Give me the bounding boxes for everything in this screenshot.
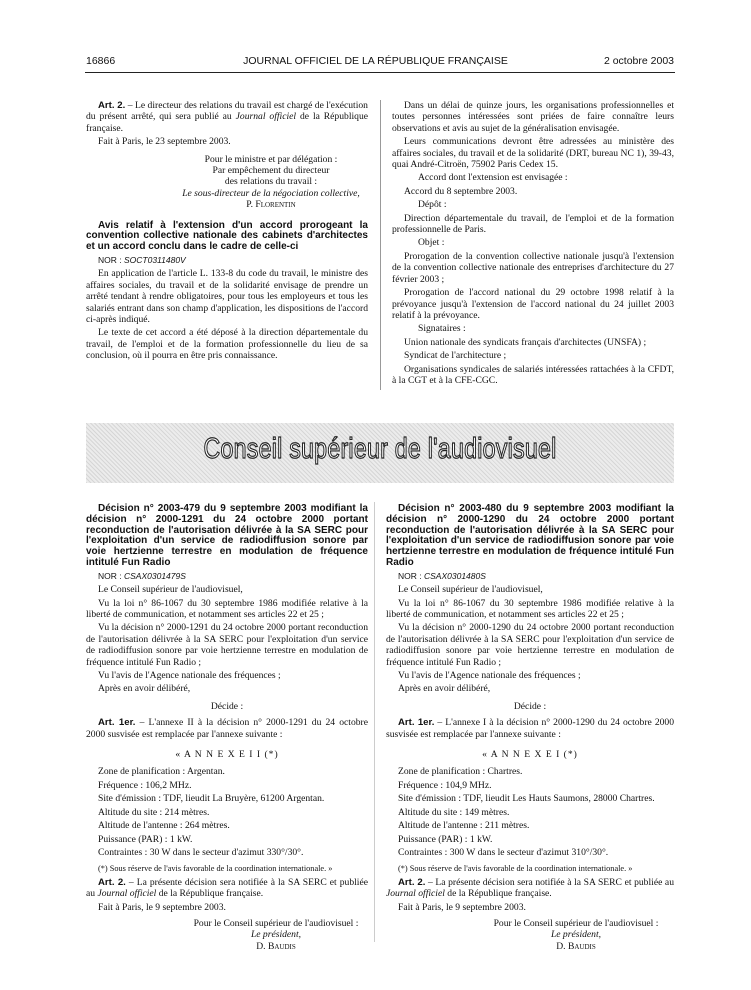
issue-date: 2 octobre 2003 xyxy=(603,55,674,67)
signature-block xyxy=(86,918,366,952)
paragraph: Dans un délai de quinze jours, les organisations professionnelles et toutes personnes intéressées sont priées de faire connaître leurs observations et avis au sujet de la généralisation envisagée. xyxy=(392,100,674,134)
annex-line: Altitude du site : 149 mètres. xyxy=(398,806,510,818)
sig-line: Pour le ministre et par délégation : xyxy=(204,153,338,165)
footnote: (*) Sous réserve de l'avis favorable de la coordination internationale. » xyxy=(398,864,633,874)
section-label: Signataires : xyxy=(418,323,466,335)
annex-line: Altitude de l'antenne : 211 mètres. xyxy=(398,820,530,832)
signature-block xyxy=(386,918,666,952)
paragraph: Syndicat de l'architecture ; xyxy=(404,350,507,362)
decide-heading: Décide : xyxy=(513,700,547,712)
annex-line: Puissance (PAR) : 1 kW. xyxy=(98,833,193,845)
sig-line: Pour le Conseil supérieur de l'audiovisuel : xyxy=(493,917,659,929)
top-right-column xyxy=(392,100,674,388)
signature-block xyxy=(86,154,361,211)
paragraph: Accord du 8 septembre 2003. xyxy=(404,185,518,197)
annexe-heading: « A N N E X E I (*) xyxy=(482,749,578,761)
paragraph: Prorogation de l'accord national du 29 octobre 1998 relatif à la prévoyance jusqu'à l'extension de l'accord national du 24 juillet 2003 relatif à la prévoyance. xyxy=(392,287,674,321)
fait-a-paris: Fait à Paris, le 9 septembre 2003. xyxy=(98,901,226,913)
article-2: Art. 2. – La présente décision sera notifiée à la SA SERC et publiée au Journal officiel de la République française. xyxy=(386,876,674,900)
footnote: (*) Sous réserve de l'avis favorable de la coordination internationale. » xyxy=(98,864,333,874)
annex-line: Contraintes : 30 W dans le secteur d'azimut 330°/30°. xyxy=(98,846,304,858)
paragraph: Le texte de cet accord a été déposé à la direction départementale du travail, de l'emploi et de la formation professionnelle du lieu de sa conclusion, où il pourra en être pris connaissance. xyxy=(86,327,368,362)
annex-line: Site d'émission : TDF, lieudit La Bruyère, 61200 Argentan. xyxy=(98,793,325,805)
nor-reference: NOR : CSAX0301479S xyxy=(98,570,186,581)
nor-reference: NOR : SOCT0311480V xyxy=(98,255,186,266)
paragraph: Direction départementale du travail, de l'emploi et de la formation professionnelle de Paris. xyxy=(392,212,674,236)
annex-line: Fréquence : 104,9 MHz. xyxy=(398,779,492,791)
decision-title: Décision n° 2003-479 du 9 septembre 2003 modifiant la décision n° 2000-1291 du 24 octobre 2000 portant reconduction de l'autorisation délivrée à la SA SERC pour l'exploitation d'un service de radiodiffusion sonore par voie hertzienne terrestre en modulation de fréquence intitulé Fun Radio xyxy=(86,503,368,568)
fait-a-paris: Fait à Paris, le 23 septembre 2003. xyxy=(98,136,231,148)
paragraph: En application de l'article L. 133-8 du code du travail, le ministre des affaires sociales, du travail et de la solidarité envisage de prendre un arrêté tendant à rendre obligatoires, pour tous les employeurs et tous les salariés entrant dans son champ d'application, les dispositions de l'accord ci-après indiqué. xyxy=(86,268,368,326)
sig-name: D. Baudis xyxy=(556,940,596,952)
paragraph: Le Conseil supérieur de l'audiovisuel, xyxy=(98,584,243,596)
section-label: Objet : xyxy=(418,237,445,249)
sig-line: des relations du travail : xyxy=(224,176,318,188)
paragraph: Accord dont l'extension est envisagée : xyxy=(418,172,568,184)
nor-reference: NOR : CSAX0301480S xyxy=(398,570,486,581)
paragraph: Vu l'avis de l'Agence nationale des fréquences ; xyxy=(98,670,281,682)
sig-role: Le président, xyxy=(250,929,302,941)
article-2: Art. 2. – Le directeur des relations du travail est chargé de l'exécution du présent arrêté, qui sera publié au Journal officiel de la République française. xyxy=(86,100,369,134)
annexe-heading: « A N N E X E I I (*) xyxy=(175,749,279,761)
paragraph: Vu la décision n° 2000-1291 du 24 octobre 2000 portant reconduction de l'autorisation délivrée à la SA SERC pour l'exploitation d'un service de radiodiffusion sonore par voie hertzienne terrestre en modulation de fréquence intitulé Fun Radio ; xyxy=(86,622,368,668)
paragraph: Vu la décision n° 2000-1290 du 24 octobre 2000 portant reconduction de l'autorisation délivrée à la SA SERC pour l'exploitation d'un service de radiodiffusion sonore par voie hertzienne terrestre en modulation de fréquence intitulé Fun Radio ; xyxy=(386,622,674,668)
paragraph: Après en avoir délibéré, xyxy=(98,683,191,695)
section-banner xyxy=(86,423,674,483)
annex-line: Altitude du site : 214 mètres. xyxy=(98,806,210,818)
sig-role: Le sous-directeur de la négociation collective, xyxy=(182,187,360,199)
paragraph: Organisations syndicales de salariés intéressées rattachées à la CFDT, à la CGT et à la CFE-CGC. xyxy=(392,363,674,386)
banner-title: Conseil supérieur de l'audiovisuel xyxy=(203,433,557,465)
decision-title: Décision n° 2003-480 du 9 septembre 2003 modifiant la décision n° 2000-1290 du 24 octobre 2000 portant reconduction de l'autorisation délivrée à la SA SERC pour l'exploitation d'un service de radiodiffusion sonore par voie hertzienne terrestre en modulation de fréquence intitulé Fun Radio xyxy=(386,503,674,568)
paragraph: Après en avoir délibéré, xyxy=(398,683,491,695)
annex-line: Contraintes : 300 W dans le secteur d'azimut 310°/30°. xyxy=(398,846,609,858)
paragraph: Le Conseil supérieur de l'audiovisuel, xyxy=(398,584,543,596)
avis-title: Avis relatif à l'extension d'un accord prorogeant la convention collective nationale des cabinets d'architectes et un accord conclu dans le cadre de celle-ci xyxy=(86,219,368,253)
annex-line: Zone de planification : Chartres. xyxy=(398,766,523,778)
decision-left xyxy=(86,504,368,952)
sig-name: D. Baudis xyxy=(256,940,296,952)
paragraph: Leurs communications devront être adressées au ministère des affaires sociales, du travail et de la solidarité (DRT, bureau NC 1), 39-43, quai André-Citroën, 75902 Paris Cedex 15. xyxy=(392,136,674,171)
sig-role: Le président, xyxy=(550,929,602,941)
top-left-column xyxy=(86,100,368,364)
paragraph: Vu l'avis de l'Agence nationale des fréquences ; xyxy=(398,670,581,682)
annex-line: Fréquence : 106,2 MHz. xyxy=(98,779,192,791)
column-divider xyxy=(374,502,375,942)
decide-heading: Décide : xyxy=(210,700,244,712)
fait-a-paris: Fait à Paris, le 9 septembre 2003. xyxy=(398,901,526,913)
paragraph: Union nationale des syndicats français d'architectes (UNSFA) ; xyxy=(404,336,647,348)
sig-line: Pour le Conseil supérieur de l'audiovisuel : xyxy=(193,917,359,929)
sig-name: P. Florentin xyxy=(246,199,296,211)
annex-line: Zone de planification : Argentan. xyxy=(98,766,225,778)
annex-line: Altitude de l'antenne : 264 mètres. xyxy=(98,820,230,832)
paragraph: Prorogation de la convention collective nationale jusqu'à l'extension de la convention collective nationale des entreprises d'architecture du 27 février 2003 ; xyxy=(392,250,674,285)
page-number: 16866 xyxy=(86,55,116,67)
article-1: Art. 1er. – L'annexe II à la décision n° 2000-1291 du 24 octobre 2000 susvisée est remplacée par l'annexe suivante : xyxy=(86,717,368,740)
decision-right xyxy=(386,504,674,952)
sig-line: Par empêchement du directeur xyxy=(212,165,330,177)
article-2: Art. 2. – La présente décision sera notifiée à la SA SERC et publiée au Journal officiel de la République française. xyxy=(86,876,368,900)
header-rule xyxy=(85,72,675,73)
section-label: Dépôt : xyxy=(418,199,447,211)
article-1: Art. 1er. – L'annexe I à la décision n° 2000-1290 du 24 octobre 2000 susvisée est remplacée par l'annexe suivante : xyxy=(386,717,675,740)
annex-line: Site d'émission : TDF, lieudit Les Hauts Saumons, 28000 Chartres. xyxy=(398,793,655,805)
annex-line: Puissance (PAR) : 1 kW. xyxy=(398,833,493,845)
paragraph: Vu la loi n° 86-1067 du 30 septembre 1986 modifiée relative à la liberté de communication, et notamment ses articles 22 et 25 ; xyxy=(86,597,368,620)
column-divider xyxy=(380,100,381,390)
journal-title: JOURNAL OFFICIEL DE LA RÉPUBLIQUE FRANÇAISE xyxy=(243,55,508,67)
paragraph: Vu la loi n° 86-1067 du 30 septembre 1986 modifiée relative à la liberté de communication, et notamment ses articles 22 et 25 ; xyxy=(386,597,674,620)
